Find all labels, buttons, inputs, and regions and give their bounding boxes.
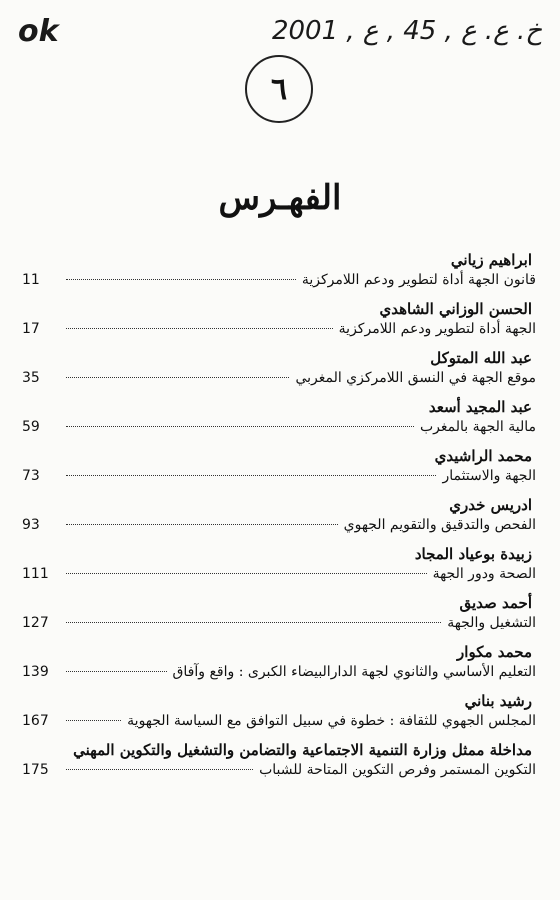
toc-row <box>22 711 536 731</box>
toc-entry <box>22 593 536 633</box>
toc-entry <box>22 544 536 584</box>
toc-entry <box>22 250 536 290</box>
dot-leader <box>66 720 121 721</box>
handwritten-reference: خ. ع. ع , 45 , ع , 2001 <box>271 16 542 46</box>
toc-page-number: 11 <box>22 272 40 288</box>
toc-entry <box>22 495 536 535</box>
toc-title: الصحة ودور الجهة <box>432 566 536 582</box>
toc-page-number: 73 <box>22 468 40 484</box>
toc-title: الفحص والتدقيق والتقويم الجهوي <box>343 517 536 533</box>
toc-row <box>22 613 536 633</box>
toc-author: ابراهيم زياني <box>450 251 532 269</box>
dot-leader <box>66 328 333 329</box>
toc-title: الجهة أداة لتطوير ودعم اللامركزية <box>338 321 536 337</box>
toc-row <box>22 515 536 535</box>
dot-leader <box>66 426 414 427</box>
toc-author: رشيد بناني <box>464 692 532 710</box>
toc-author: زبيدة بوعياد المجاد <box>414 545 532 563</box>
toc-title: التعليم الأساسي والثانوي لجهة الدارالبيضاء الكبرى : واقع وآفاق <box>172 664 536 680</box>
dot-leader <box>66 769 253 770</box>
toc-title: الجهة والاستثمار <box>442 468 536 484</box>
toc-entry <box>22 691 536 731</box>
toc-row <box>22 662 536 682</box>
toc-title: موقع الجهة في النسق اللامركزي المغربي <box>295 370 536 386</box>
dot-leader <box>66 475 436 476</box>
toc-title: قانون الجهة أداة لتطوير ودعم اللامركزية <box>301 272 536 288</box>
toc-entry <box>22 397 536 437</box>
toc-author: الحسن الوزاني الشاهدي <box>379 300 532 318</box>
toc-entry <box>22 446 536 486</box>
stamp-number: ٦ <box>270 71 288 107</box>
toc-entry <box>22 299 536 339</box>
toc-page-number: 139 <box>22 664 49 680</box>
toc-title: المجلس الجهوي للثقافة : خطوة في سبيل التوافق مع السياسة الجهوية <box>127 713 536 729</box>
page-title: الفهـرس <box>218 178 342 218</box>
toc-author: أحمد صديق <box>459 594 532 612</box>
handwritten-note <box>18 14 542 54</box>
toc-entry <box>22 740 536 780</box>
toc-page-number: 35 <box>22 370 40 386</box>
toc-author: ادريس خدري <box>449 496 532 514</box>
toc-author: محمد الراشيدي <box>434 447 532 465</box>
dot-leader <box>66 573 427 574</box>
toc-author: محمد مكوار <box>457 643 532 661</box>
toc-author: مداخلة ممثل وزارة التنمية الاجتماعية والتضامن والتشغيل والتكوين المهني <box>73 741 532 759</box>
toc-title: التكوين المستمر وفرص التكوين المتاحة للشباب <box>259 762 536 778</box>
table-of-contents <box>22 250 536 789</box>
toc-row <box>22 760 536 780</box>
toc-author: عبد المجيد أسعد <box>428 398 532 416</box>
dot-leader <box>66 377 289 378</box>
dot-leader <box>66 622 441 623</box>
handwritten-mark: ok <box>18 14 59 49</box>
toc-page-number: 111 <box>22 566 49 582</box>
toc-row <box>22 564 536 584</box>
toc-row <box>22 319 536 339</box>
dot-leader <box>66 524 338 525</box>
toc-page-number: 167 <box>22 713 49 729</box>
circle-stamp <box>245 55 313 123</box>
toc-author: عبد الله المتوكل <box>430 349 532 367</box>
toc-page-number: 175 <box>22 762 49 778</box>
dot-leader <box>66 279 296 280</box>
toc-page-number: 127 <box>22 615 49 631</box>
toc-entry <box>22 348 536 388</box>
toc-page-number: 93 <box>22 517 40 533</box>
toc-row <box>22 417 536 437</box>
toc-row <box>22 368 536 388</box>
toc-page-number: 59 <box>22 419 40 435</box>
toc-title: مالية الجهة بالمغرب <box>420 419 536 435</box>
toc-title: التشغيل والجهة <box>447 615 536 631</box>
dot-leader <box>66 671 167 672</box>
toc-row <box>22 270 536 290</box>
toc-row <box>22 466 536 486</box>
toc-entry <box>22 642 536 682</box>
toc-page-number: 17 <box>22 321 40 337</box>
